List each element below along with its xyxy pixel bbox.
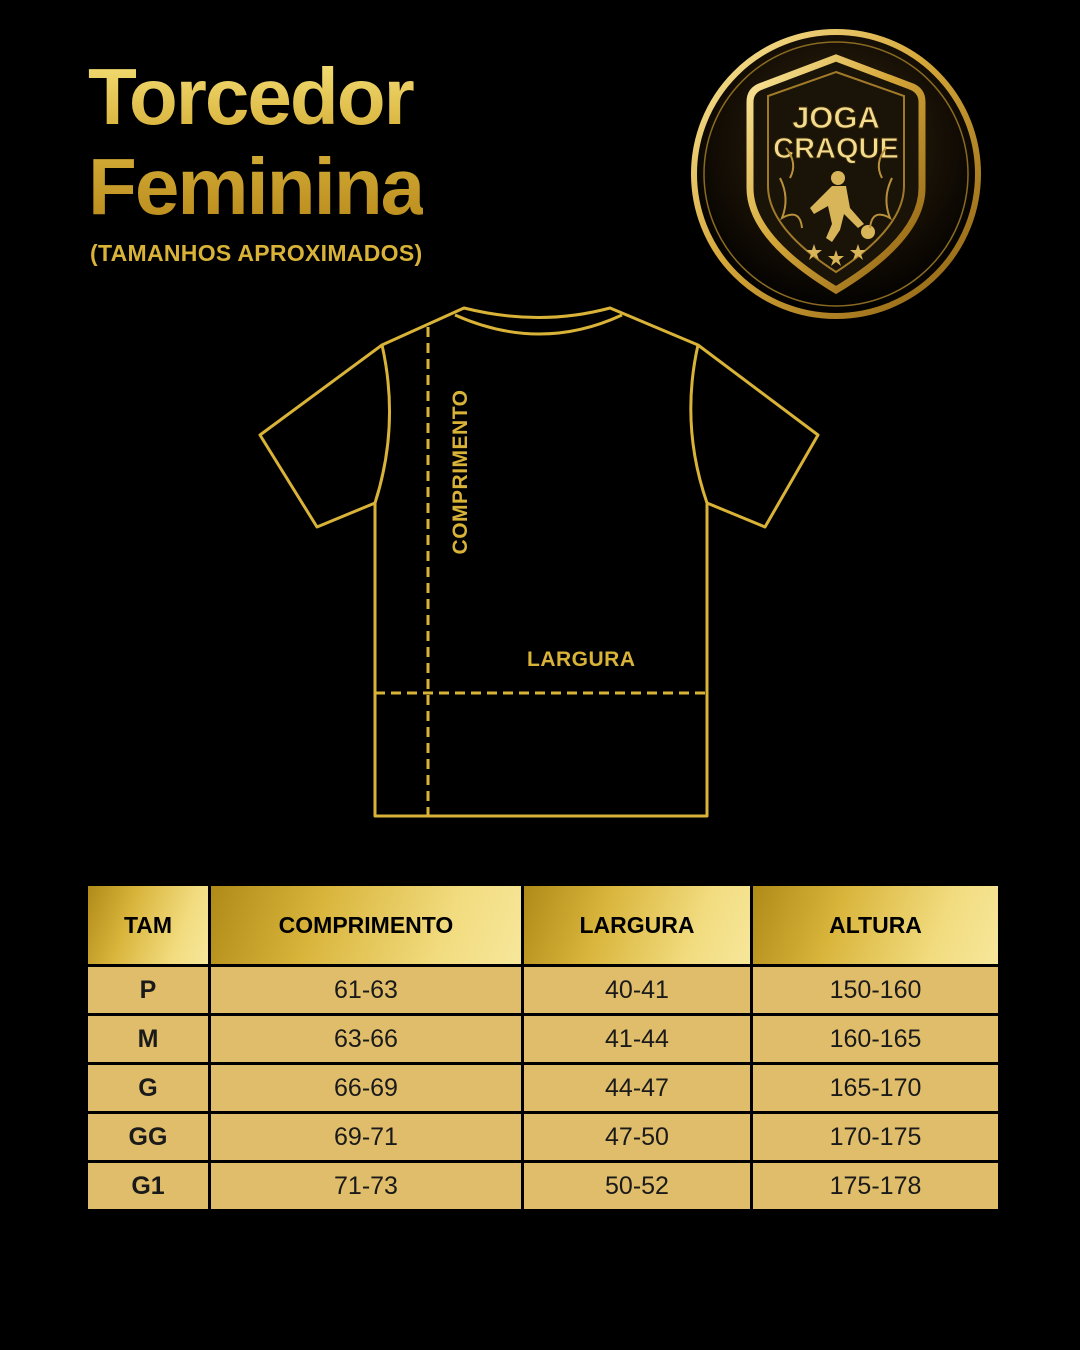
table-row <box>88 967 998 1013</box>
length-label: COMPRIMENTO <box>449 389 472 555</box>
cell-altura: 165-170 <box>753 1065 998 1111</box>
sleeve-seam-right <box>691 345 707 503</box>
title-line-1: Torcedor <box>88 52 413 141</box>
table-header-row <box>88 886 998 964</box>
cell-altura: 170-175 <box>753 1114 998 1160</box>
cell-comprimento: 69-71 <box>211 1114 521 1160</box>
cell-size: M <box>88 1016 208 1062</box>
size-table <box>85 883 1001 1212</box>
brand-logo <box>690 28 982 320</box>
table-row <box>88 1016 998 1062</box>
cell-largura: 44-47 <box>524 1065 750 1111</box>
table-row <box>88 1163 998 1209</box>
page-title <box>88 52 423 232</box>
cell-altura: 175-178 <box>753 1163 998 1209</box>
table-row <box>88 1065 998 1111</box>
header-altura: ALTURA <box>753 886 998 964</box>
table-row <box>88 1114 998 1160</box>
cell-largura: 41-44 <box>524 1016 750 1062</box>
subtitle: (TAMANHOS APROXIMADOS) <box>90 240 423 266</box>
header-comprimento: COMPRIMENTO <box>211 886 521 964</box>
cell-comprimento: 71-73 <box>211 1163 521 1209</box>
cell-size: GG <box>88 1114 208 1160</box>
cell-altura: 160-165 <box>753 1016 998 1062</box>
cell-comprimento: 63-66 <box>211 1016 521 1062</box>
logo-text-craque: CRAQUE <box>773 133 899 165</box>
title-line-2: Feminina <box>88 142 424 231</box>
cell-largura: 50-52 <box>524 1163 750 1209</box>
cell-largura: 40-41 <box>524 967 750 1013</box>
cell-comprimento: 66-69 <box>211 1065 521 1111</box>
tshirt-diagram <box>250 295 830 830</box>
sleeve-seam-left <box>375 345 390 503</box>
width-label: LARGURA <box>527 648 636 671</box>
cell-size: G1 <box>88 1163 208 1209</box>
cell-size: G <box>88 1065 208 1111</box>
cell-size: P <box>88 967 208 1013</box>
header-tam: TAM <box>88 886 208 964</box>
logo-text-joga: JOGA <box>792 100 880 135</box>
cell-largura: 47-50 <box>524 1114 750 1160</box>
cell-altura: 150-160 <box>753 967 998 1013</box>
shirt-outline <box>260 308 818 816</box>
cell-comprimento: 61-63 <box>211 967 521 1013</box>
header-largura: LARGURA <box>524 886 750 964</box>
